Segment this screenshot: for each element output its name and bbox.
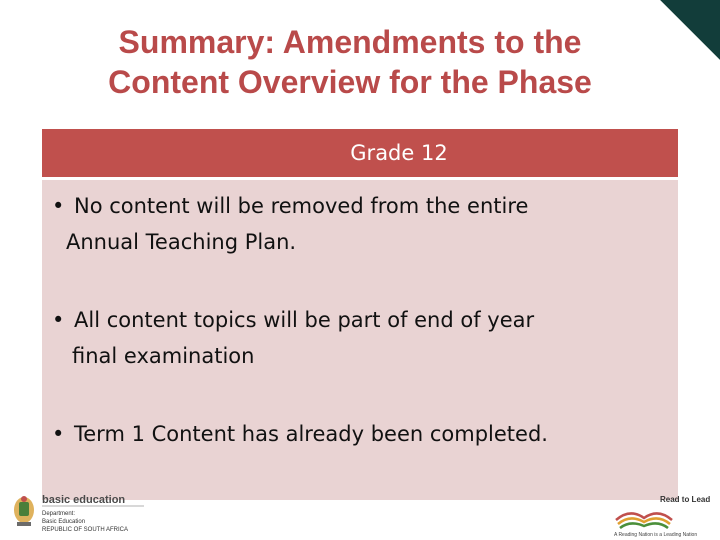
title-line-2: Content Overview for the Phase bbox=[108, 64, 592, 100]
logo-slogan: A Reading Nation is a Leading Nation bbox=[614, 532, 698, 538]
bullet-line-1: Term 1 Content has already been completed. bbox=[74, 422, 548, 446]
read-to-lead-logo bbox=[612, 490, 718, 538]
logo-line-2: Basic Education bbox=[42, 519, 86, 525]
list-item bbox=[52, 416, 672, 452]
logo-line-3: REPUBLIC OF SOUTH AFRICA bbox=[42, 527, 129, 533]
bullet-line-1: All content topics will be part of end of year bbox=[74, 308, 535, 332]
bullet-line-1: No content will be removed from the entire bbox=[74, 194, 529, 218]
title-line-1: Summary: Amendments to the bbox=[118, 24, 582, 60]
bullet-list bbox=[42, 180, 678, 497]
bullet-icon: • bbox=[52, 308, 65, 332]
bullet-icon: • bbox=[52, 422, 65, 446]
logo-tag: Read to Lead bbox=[660, 495, 711, 504]
open-book-icon bbox=[616, 513, 672, 528]
list-item bbox=[52, 302, 672, 374]
content-table bbox=[42, 129, 678, 500]
bullet-line-2: final examination bbox=[72, 344, 255, 368]
bullet-line-2: Annual Teaching Plan. bbox=[66, 230, 297, 254]
logo-name: basic education bbox=[42, 494, 126, 506]
table-header: Grade 12 bbox=[42, 129, 678, 180]
page-title bbox=[0, 22, 700, 102]
logo-line-1: Department: bbox=[42, 511, 76, 517]
coat-of-arms-icon bbox=[14, 496, 34, 526]
list-item bbox=[52, 188, 672, 260]
bullet-icon: • bbox=[52, 194, 65, 218]
department-logo bbox=[8, 488, 148, 538]
